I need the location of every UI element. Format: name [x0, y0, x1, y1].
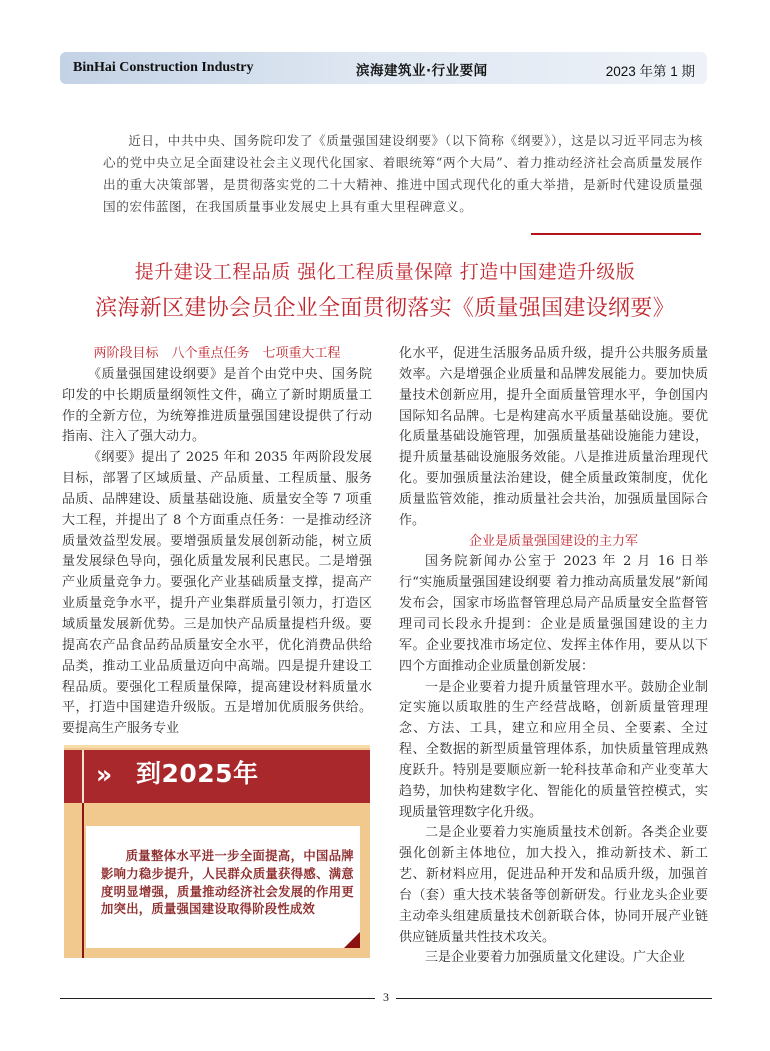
section-subheading: 企业是质量强国建设的主力军: [468, 533, 638, 549]
body-paragraph: 化水平，促进生活服务品质升级，提升公共服务质量效率。六是增强企业质量和品牌发展能力。要加快质量技术创新应用，提升全面质量管理水平，争创国内国际知名品牌。七是构建高水平质量基础设施。要优化质量基础设施管理，加强质量基础设施能力建设，提升质量基础设施服务效能。八是推进质量治理现代化。要加强质量法治建设，健全质量政策制度，优化质量监管效能，推动质量社会共治，加强质量国际合作。: [399, 346, 708, 528]
publication-name-en: BinHai Construction Industry: [73, 60, 254, 75]
body-paragraph: 一是企业要着力提升质量管理水平。鼓励企业制定实施以质取胜的生产经营战略，创新质量管理理念、方法、工具，建立和应用全员、全要素、全过程、全数据的新型质量管理体系，加快质量管理成熟度跃升。特别是要顺应新一轮科技革命和产业变革大趋势，加快构建数字化、智能化的质量管控模式，实现质量管理数字化升级。: [399, 679, 708, 820]
headline-subtitle: 提升建设工程品质 强化工程质量保障 打造中国建造升级版: [134, 261, 636, 283]
footer-rule: [60, 998, 375, 999]
section-subheading: 两阶段目标 八个重点任务 七项重大工程: [93, 346, 341, 361]
running-header: [60, 52, 707, 84]
double-chevron-right-icon: »: [96, 760, 113, 789]
body-paragraph: 《纲要》提出了 2025 年和 2035 年两阶段发展目标，部署了区域质量、产品质量、工程质量、服务品质、品牌建设、质量基础设施、质量安全等 7 项重大工程，并提出了 8 个方面重点任务：一是推动经济质量效益型发展。要增强质量发展创新动能，树立质量发展绿色导向，强化质量发展利民惠民。二是增强产业质量竞争力。要强化产业基础质量支撑，提高产业质量竞争水平，提升产业集群质量引领力，打造区域质量发展新优势。三是加快产品质量提档升级。要提高农产品食品药品质量安全水平，优化消费品供给品类，推动工业品质量迈向中高端。四是提升建设工程品质。要强化工程质量保障，提高建设材料质量水平，打造中国建造升级版。五是增加优质服务供给。要提高生产服务专业: [62, 450, 372, 737]
body-paragraph: 三是企业要着力加强质量文化建设。广大企业: [425, 950, 686, 966]
infographic-card: [86, 826, 360, 948]
infographic-body: 质量整体水平进一步全面提高，中国品牌影响力稳步提升，人民群众质量获得感、满意度明显增强，质量推动经济社会发展的作用更加突出，质量强国建设取得阶段性成效: [101, 849, 354, 917]
body-paragraph: 二是企业要着力实施质量技术创新。各类企业要强化创新主体地位，加大投入，推动新技术、新工艺、新材料应用，促进品种开发和品质升级，加强首台（套）重大技术装备等创新研发。行业龙头企业要主动牵头组建质量技术创新联合体，协同开展产业链供应链质量共性技术攻关。: [399, 825, 708, 945]
folded-corner-icon: [344, 932, 360, 948]
footer-rule: [396, 998, 712, 999]
infographic-top-strip: [64, 745, 370, 748]
infographic-heading: 到2025年: [136, 759, 259, 788]
infographic-divider: [82, 750, 84, 803]
infographic-divider: [82, 803, 84, 958]
page-number: 3: [383, 990, 389, 1004]
left-column: [62, 344, 372, 740]
intro-paragraph: 近日，中共中央、国务院印发了《质量强国建设纲要》（以下简称《纲要》），这是以习近平同志为核心的党中央立足全面建设社会主义现代化国家、着眼统筹“两个大局”、着力推动经济社会高质量发展作出的重大决策部署，是贯彻落实党的二十大精神、推进中国式现代化的重大举措，是新时代建设质量强国的宏伟蓝图，在我国质量事业发展史上具有重大里程碑意义。: [103, 133, 704, 214]
infographic-box: [64, 745, 370, 958]
publication-name-cn: 滨海建筑业·行业要闻: [356, 63, 488, 79]
issue-number: 2023 年第 1 期: [605, 64, 695, 79]
headline-title: 滨海新区建协会员企业全面贯彻落实《质量强国建设纲要》: [95, 296, 675, 321]
red-divider: [531, 233, 701, 235]
right-column: [399, 344, 708, 969]
body-paragraph: 国务院新闻办公室于 2023 年 2 月 16 日举行“实施质量强国建设纲要 着力推动高质量发展”新闻发布会，国家市场监督管理总局产品质量安全监督管理司司长段永升提到：企业是质量强国建设的主力军。企业要找准市场定位、发挥主体作用，要从以下四个方面推动企业质量创新发展：: [399, 554, 708, 674]
body-paragraph: 《质量强国建设纲要》是首个由党中央、国务院印发的中长期质量纲领性文件，确立了新时期质量工作的全新方位，为统筹推进质量强国建设提供了行动指南、注入了强大动力。: [62, 366, 372, 445]
